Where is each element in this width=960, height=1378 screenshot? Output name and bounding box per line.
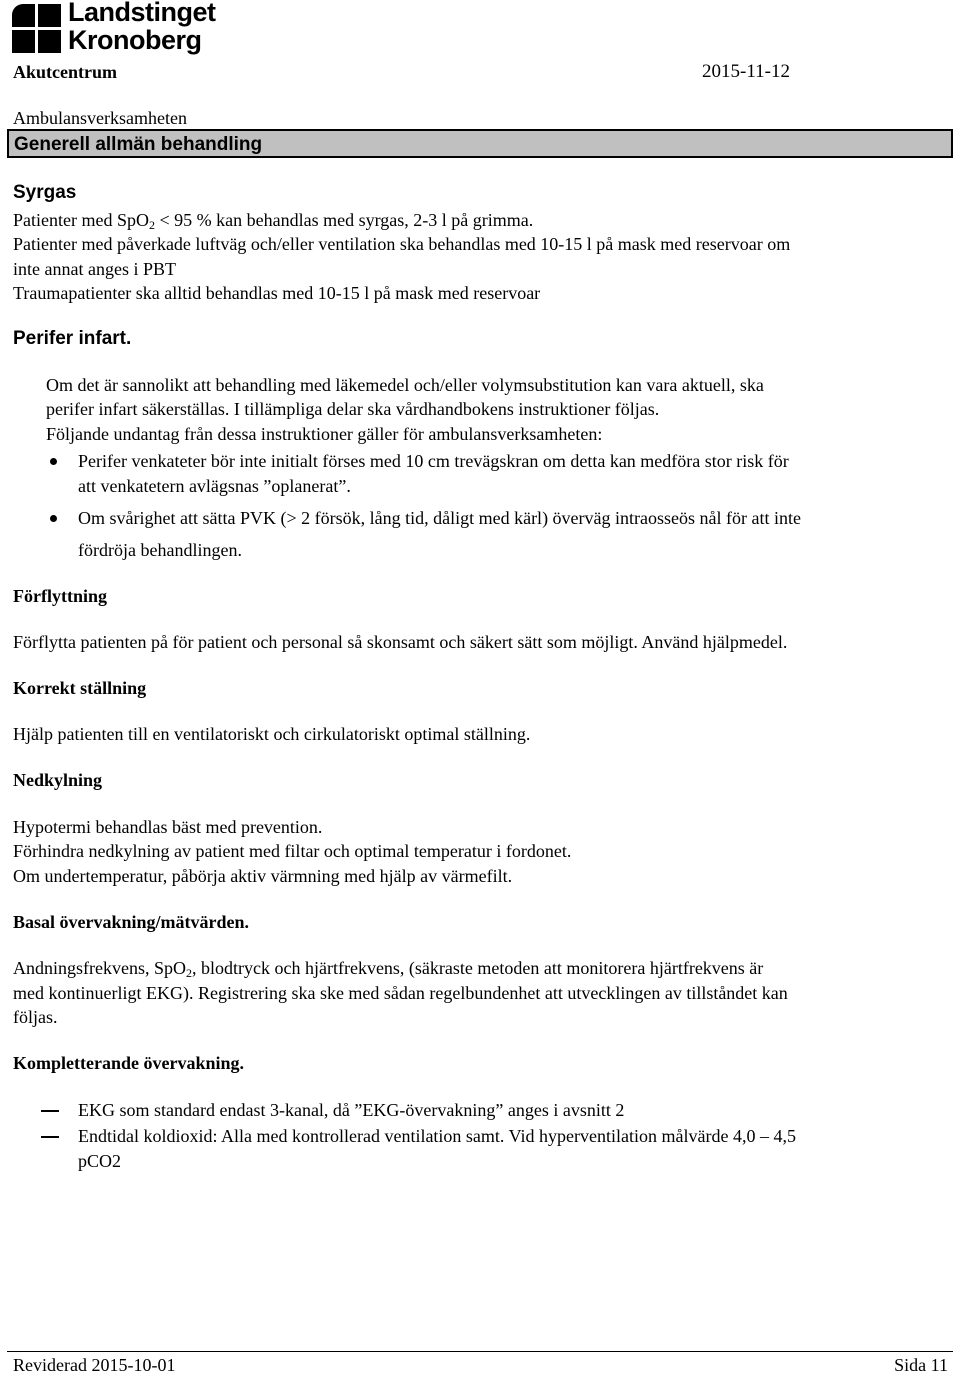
perifer-line-3: Följande undantag från dessa instruktioner gäller för ambulansverksamheten: (46, 424, 603, 444)
basal-line-3: följas. (13, 1007, 58, 1027)
perifer-bullet-1b: att venkatetern avlägsnas ”oplanerat”. (78, 476, 351, 496)
perifer-bullet-1a: Perifer venkateter bör inte initialt förses med 10 cm trevägskran om detta kan medföra stor risk för (78, 451, 789, 471)
heading-perifer-infart: Perifer infart. (13, 328, 132, 349)
nedkylning-line-2: Förhindra nedkylning av patient med filtar och optimal temperatur i fordonet. (13, 841, 572, 861)
logo-line-1: Landstinget (68, 0, 216, 27)
bullet-icon (50, 458, 57, 465)
logo-line-2: Kronoberg (68, 25, 202, 55)
perifer-bullet-2a: Om svårighet att sätta PVK (> 2 försök, lång tid, dåligt med kärl) överväg intraosseös nål för att inte (78, 508, 801, 528)
dash-bullet-icon (41, 1136, 59, 1138)
perifer-bullet-2b: fördröja behandlingen. (78, 540, 242, 560)
kompletterande-item-2a: Endtidal koldioxid: Alla med kontrollerad ventilation samt. Vid hyperventilation målvärde 4,0 – 4,5 (78, 1126, 796, 1146)
perifer-line-1: Om det är sannolikt att behandling med läkemedel och/eller volymsubstitution kan vara aktuell, ska (46, 375, 764, 395)
logo-mark-icon (12, 4, 62, 54)
dash-bullet-icon (41, 1110, 59, 1112)
heading-kompletterande-overvakning: Kompletterande övervakning. (13, 1053, 244, 1073)
footer-revised: Reviderad 2015-10-01 (13, 1355, 176, 1375)
landstinget-logo (12, 2, 242, 60)
syrgas-line-1: Patienter med SpO$_2$ < 95 % kan behandlas med syrgas, 2-3 l på grimma. (13, 210, 534, 232)
header-subtitle: Ambulansverksamheten (13, 108, 187, 128)
section-title: Generell allmän behandling (14, 134, 263, 155)
korrekt-text: Hjälp patienten till en ventilatoriskt och cirkulatoriskt optimal ställning. (13, 724, 531, 744)
logo-wordmark (68, 0, 216, 54)
basal-line-1: Andningsfrekvens, SpO$_2$, blodtryck och hjärtfrekvens, (säkraste metoden att monitorera hjärtfrekvens är (13, 958, 764, 980)
header-date: 2015-11-12 (702, 61, 790, 82)
syrgas-line-3: inte annat anges i PBT (13, 259, 176, 279)
syrgas-line-4: Traumapatienter ska alltid behandlas med 10-15 l på mask med reservoar (13, 283, 541, 303)
heading-nedkylning: Nedkylning (13, 770, 103, 790)
header-department: Akutcentrum (13, 62, 117, 82)
heading-syrgas: Syrgas (13, 182, 77, 203)
kompletterande-item-2b: pCO2 (78, 1151, 122, 1171)
heading-forflyttning: Förflyttning (13, 586, 107, 606)
forflyttning-text: Förflytta patienten på för patient och personal så skonsamt och säkert sätt som möjligt. Använd hjälpmedel. (13, 632, 788, 652)
perifer-line-2: perifer infart säkerställas. I tillämpliga delar ska vårdhandbokens instruktioner följas. (46, 399, 660, 419)
nedkylning-line-3: Om undertemperatur, påbörja aktiv värmning med hjälp av värmefilt. (13, 866, 513, 886)
syrgas-line-2: Patienter med påverkade luftväg och/eller ventilation ska behandlas med 10-15 l på mask med reservoar om (13, 234, 791, 254)
section-title-box (7, 129, 953, 158)
heading-korrekt-stallning: Korrekt ställning (13, 678, 147, 698)
heading-basal-overvakning: Basal övervakning/mätvärden. (13, 912, 250, 932)
footer-divider (7, 1351, 953, 1352)
nedkylning-line-1: Hypotermi behandlas bäst med prevention. (13, 817, 323, 837)
basal-line-2: med kontinuerligt EKG). Registrering ska ske med sådan regelbundenhet att utvecklingen av tillståndet kan (13, 983, 788, 1003)
bullet-icon (50, 515, 57, 522)
kompletterande-item-1: EKG som standard endast 3-kanal, då ”EKG-övervakning” anges i avsnitt 2 (78, 1100, 625, 1120)
footer-page-number: Sida 11 (894, 1355, 948, 1375)
